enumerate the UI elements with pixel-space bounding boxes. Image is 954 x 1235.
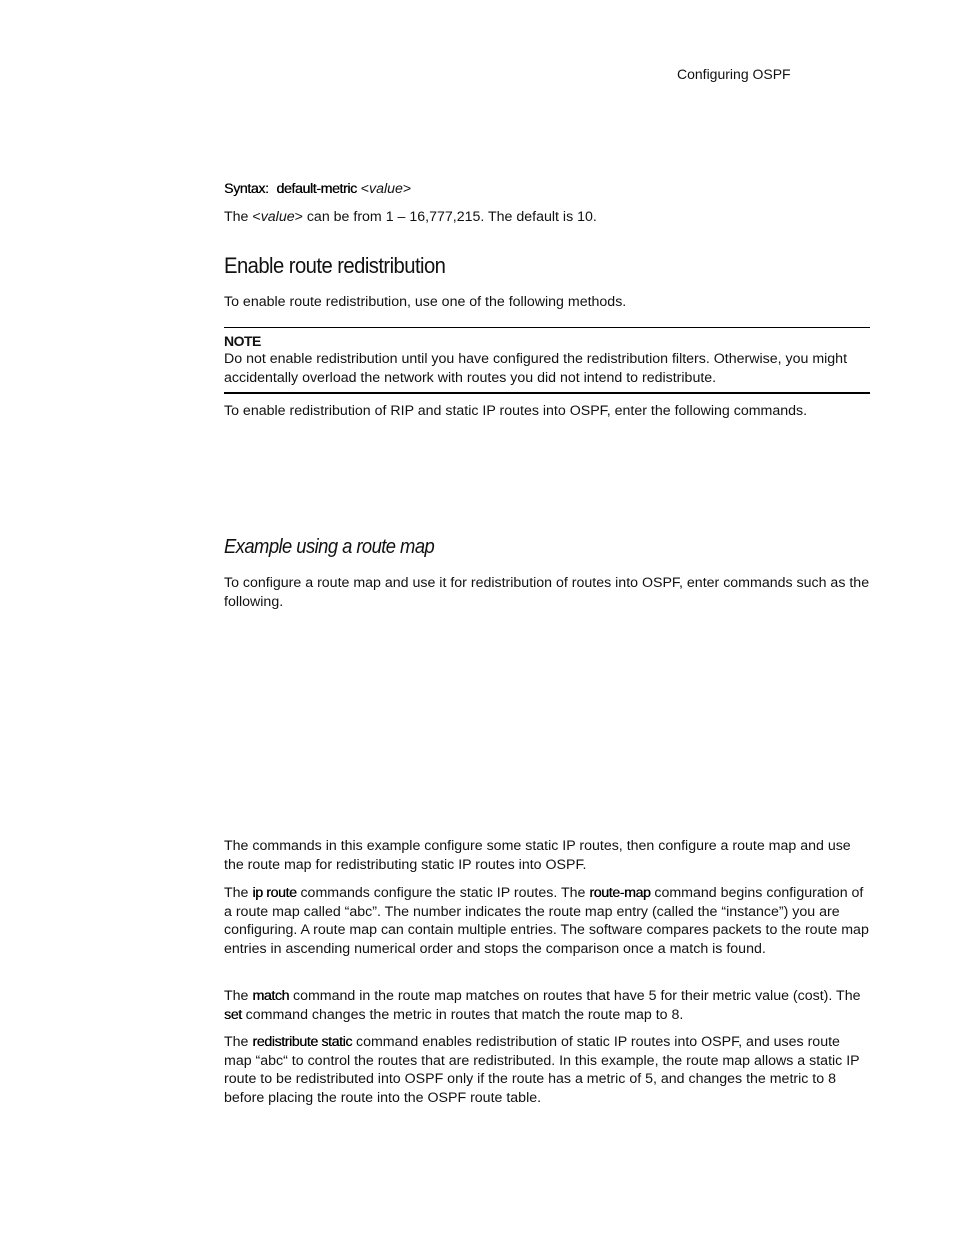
keyword-set: set xyxy=(224,1006,242,1023)
text-run: The xyxy=(224,988,253,1004)
note-text: Do not enable redistribution until you have configured the redistribution filters. Otherwise, you might accidentally overload the network with routes you did not intend to redistribute. xyxy=(224,351,848,386)
keyword-redistribute-static: redistribute static xyxy=(252,1034,353,1050)
text-run: command changes the metric in routes that match the route map to 8. xyxy=(241,1006,684,1023)
syntax-desc-prefix: The < xyxy=(224,209,261,225)
enable-intro: To enable route redistribution, use one of the following methods. xyxy=(224,294,627,310)
paragraph-commands: The commands in this example configure some static IP routes, then configure a route map and use the route map for redistributing static IP routes into OSPF. xyxy=(224,838,851,873)
section-heading-example: Example using a route map xyxy=(224,536,435,558)
text-run: command begins configuration of a route map called “abc”. The number indicates the route map entry (called the “instance”) you are configuring. A route map can contain multiple entries. The software compares packets to the route map entries in ascending numerical order and stops the comparison once a match is found. xyxy=(224,885,869,958)
syntax-arg-close: > xyxy=(402,181,412,197)
syntax-command: default-metric xyxy=(276,181,357,197)
text-run: The xyxy=(224,885,253,901)
rip-redistribution-text: To enable redistribution of RIP and static IP routes into OSPF, enter the following commands. xyxy=(224,403,808,419)
text-run: command enables redistribution of static IP routes into OSPF, and uses route map “abc“ to control the routes that are redistributed. In this example, the route map allows a static IP route to be redistributed into OSPF only if the route has a metric of 5, and changes the metric to 8 before placing the route into the OSPF route table. xyxy=(224,1034,860,1107)
syntax-label: Syntax: xyxy=(224,181,269,197)
keyword-ip-route: ip route xyxy=(252,885,297,901)
note-label: NOTE xyxy=(224,333,261,349)
text-run: commands configure the static IP routes. The xyxy=(296,885,590,901)
syntax-arg-open: < xyxy=(360,181,369,197)
paragraph-match xyxy=(224,987,870,1024)
syntax-arg: value xyxy=(369,181,403,197)
keyword-route-map: route-map xyxy=(589,885,651,901)
section-heading-enable: Enable route redistribution xyxy=(224,253,446,278)
paragraph-ip-route xyxy=(224,884,870,959)
text-run: command in the route map matches on routes that have 5 for their metric value (cost). The xyxy=(289,988,861,1004)
syntax-desc-var: value xyxy=(260,209,295,225)
text-run: The xyxy=(224,1034,253,1050)
example-intro: To configure a route map and use it for redistribution of routes into OSPF, enter commands such as the following. xyxy=(224,575,870,610)
syntax-desc-suffix: > can be from 1 – 16,777,215. The default is 10. xyxy=(294,209,597,225)
syntax-line xyxy=(224,180,870,199)
keyword-match: match xyxy=(252,988,290,1004)
syntax-description xyxy=(224,208,870,227)
note-box xyxy=(224,327,870,394)
paragraph-redistribute xyxy=(224,1033,870,1108)
running-header: Configuring OSPF xyxy=(677,66,791,82)
